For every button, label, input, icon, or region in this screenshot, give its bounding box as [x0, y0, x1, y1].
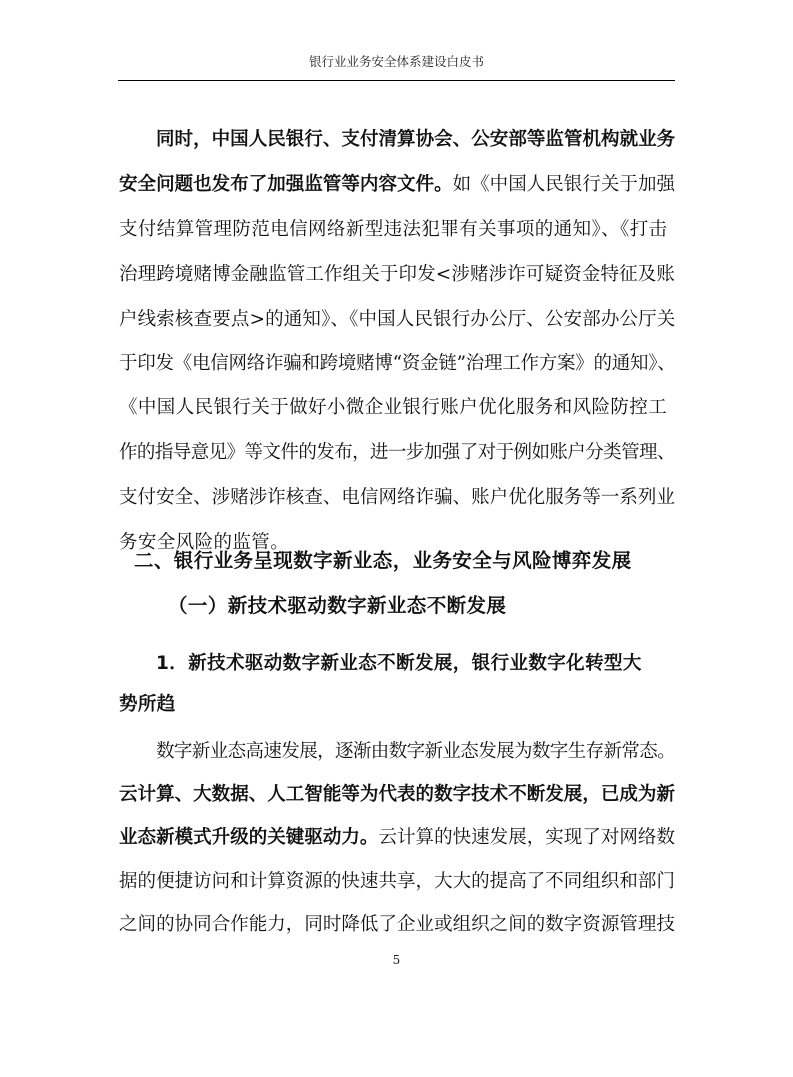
text-line [119, 393, 667, 423]
body-text: 据的便捷访问和计算资源的快速共享，大大的提高了不同组织和部门 [119, 871, 676, 892]
section-heading [134, 546, 632, 576]
body-text: 如《中国人民银行关于加强 [452, 174, 676, 195]
text-line [156, 649, 642, 679]
text-line [119, 305, 675, 335]
body-text: 户线索核查要点>的通知》、《中国人民银行办公厅、公安部办公厅关 [119, 309, 676, 330]
text-line [119, 483, 675, 513]
text-line [119, 780, 675, 810]
text-line [119, 823, 675, 853]
body-text: 支付结算管理防范电信网络新型违法犯罪有关事项的通知》、《打击 [119, 219, 668, 240]
bold-text: 1．新技术驱动数字新业态不断发展，银行业数字化转型大 [156, 653, 642, 674]
text-line [156, 125, 675, 155]
header-title: 银行业业务安全体系建设白皮书 [308, 54, 484, 69]
text-line [119, 349, 675, 379]
text-line [119, 910, 675, 940]
body-text: 支付安全、涉赌涉诈核查、电信网络诈骗、账户优化服务等一系列业 [119, 487, 676, 508]
bold-text: 业态新模式升级的关键驱动力。 [119, 827, 379, 848]
bold-text: （一）新技术驱动数字新业态不断发展 [168, 594, 507, 617]
header-rule [118, 80, 675, 81]
body-text: 云计算的快速发展，实现了对网络数 [378, 827, 676, 848]
bold-text: 势所趋 [119, 694, 176, 715]
bold-text: 安全问题也发布了加强监管等内容文件。 [119, 174, 453, 195]
body-text: 数字新业态高速发展，逐渐由数字新业态发展为数字生存新常态。 [156, 741, 676, 762]
bold-text: 同时，中国人民银行、支付清算协会、公安部等监管机构就业务 [156, 129, 676, 150]
section-heading [168, 591, 506, 621]
body-text: 作的指导意见》等文件的发布，进一步加强了对于例如账户分类管理、 [119, 442, 675, 463]
text-line [119, 867, 675, 897]
bold-text: 二、银行业务呈现数字新业态，业务安全与风险博弈发展 [134, 549, 632, 572]
text-line [119, 260, 675, 290]
text-line [119, 170, 675, 200]
text-line [119, 215, 668, 245]
bold-text: 云计算、大数据、人工智能等为代表的数字技术不断发展，已成为新 [119, 784, 676, 805]
body-text: 之间的协同合作能力，同时降低了企业或组织之间的数字资源管理技 [119, 914, 676, 935]
text-line [119, 690, 176, 720]
body-text: 《中国人民银行关于做好小微企业银行账户优化服务和风险防控工 [119, 397, 668, 418]
text-line [119, 438, 675, 468]
page-number: 5 [392, 953, 401, 967]
text-line [156, 737, 675, 767]
body-text: 治理跨境赌博金融监管工作组关于印发<涉赌涉诈可疑资金特征及账 [119, 264, 676, 285]
body-text: 务安全风险的监管。 [119, 532, 290, 553]
body-text: 于印发《电信网络诈骗和跨境赌博“资金链”治理工作方案》的通知》、 [119, 353, 676, 374]
